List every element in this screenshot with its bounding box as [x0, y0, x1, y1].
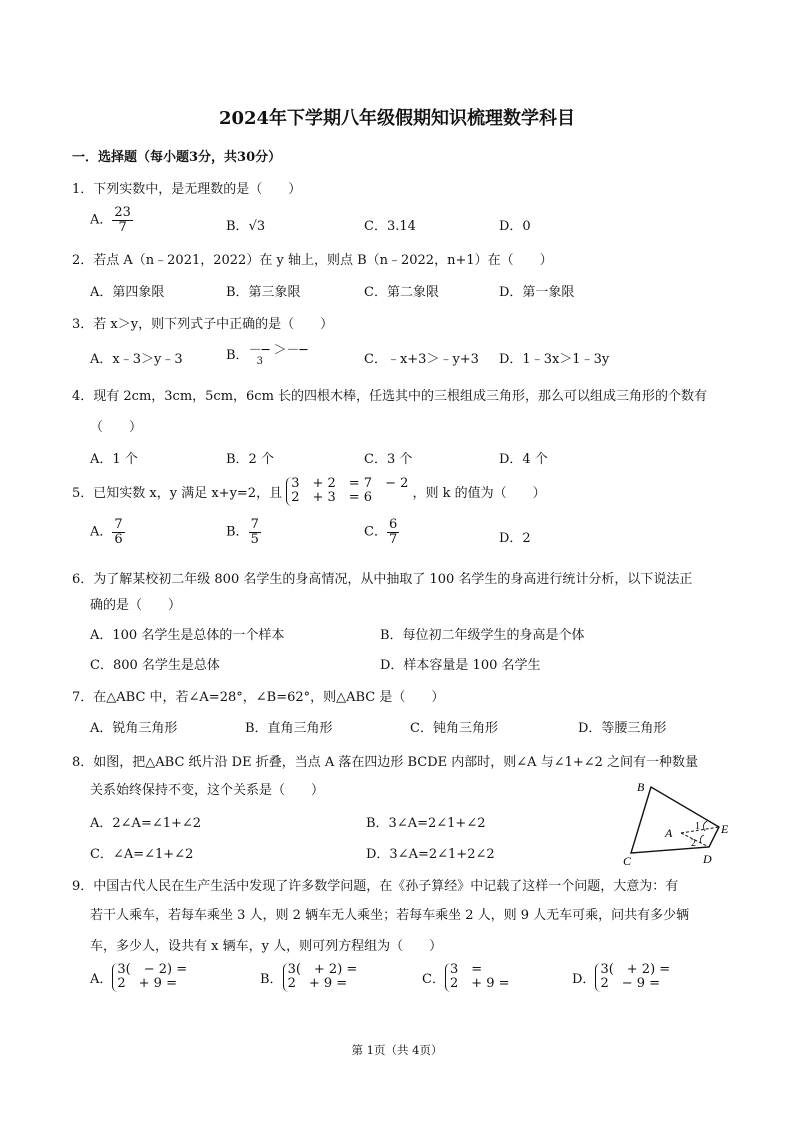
stem-text: ，则 k 的值为（ ） [412, 485, 546, 501]
question-6-stem-cont: 确的是（ ） [90, 598, 182, 613]
equation-line: 3( − 2) = [117, 962, 188, 977]
q1-option-b [226, 215, 265, 234]
denominator: 3 [256, 356, 263, 367]
q7-option-d: D．等腰三角形 [578, 721, 667, 736]
option-label: A． [90, 212, 113, 228]
question-8-stem: 8．如图，把△ABC 纸片沿 DE 折叠，当点 A 落在四边形 BCDE 内部时，则∠A 与∠1+∠2 之间有一种数量 [72, 755, 699, 770]
option-value: √3 [248, 219, 266, 234]
equation-system [283, 963, 358, 992]
q3-option-b [226, 344, 307, 367]
vertex-a-label: A [665, 826, 673, 840]
option-label: A． [90, 524, 113, 540]
page-footer: 第 1页（共 4页） [351, 1043, 443, 1057]
option-label: B． [226, 219, 249, 234]
question-6-stem: 6．为了解某校初二年级 800 名学生的身高情况，从中抽取了 100 名学生的身高进行统计分析，以下说法正 [72, 572, 693, 587]
q4-option-c: C．3 个 [364, 452, 413, 467]
equation-line: 2 + 9 = [449, 976, 510, 992]
q9-option-a [90, 963, 187, 992]
angle-2-arc [700, 835, 704, 843]
equation-system [286, 477, 408, 506]
q8-option-d: D．3∠A=2∠1+2∠2 [366, 847, 495, 862]
denominator: 7 [388, 531, 398, 547]
option-value: －─ ＞－─ [248, 343, 308, 358]
equation-line: 2 + 9 = [287, 976, 348, 992]
q6-option-a: A．100 名学生是总体的一个样本 [90, 628, 285, 643]
equation-system [595, 963, 670, 992]
q3-option-c: C．﹣x+3＞﹣y+3 [364, 352, 479, 367]
equation-system [112, 963, 187, 992]
q8-option-a: A．2∠A=∠1+∠2 [90, 816, 202, 831]
q2-option-b: B．第三象限 [226, 285, 301, 300]
equation-line: 3 + 2 = 7 − 2 [291, 476, 409, 491]
question-1-stem: 1．下列实数中，是无理数的是（ ） [72, 182, 302, 197]
angle-2-label: 2 [691, 838, 696, 849]
vertex-b-label: B [637, 780, 645, 794]
stem-text: 5．已知实数 x，y 满足 x+y=2，且 [72, 485, 283, 501]
question-4-stem: 4．现有 2cm，3cm，5cm，6cm 长的四根木棒，任选其中的三根组成三角形，那么可以组成三角形的个数有 [72, 389, 708, 404]
q2-option-c: C．第二象限 [364, 285, 439, 300]
option-label: C． [364, 524, 387, 540]
option-label: B． [226, 348, 249, 363]
q8-option-b: B．3∠A=2∠1+∠2 [366, 816, 486, 831]
numerator: 23 [114, 205, 131, 220]
q2-option-a: A．第四象限 [90, 285, 165, 300]
question-4-stem-cont: （ ） [90, 420, 143, 435]
option-label: A． [90, 971, 113, 987]
q4-option-b: B．2 个 [226, 452, 274, 467]
vertex-c-label: C [623, 854, 632, 868]
q9-option-c [422, 963, 510, 992]
question-8-stem-cont: 关系始终保持不变，这个关系是（ ） [90, 783, 325, 798]
question-7-stem: 7．在△ABC 中，若∠A=28°，∠B=62°，则△ABC 是（ ） [72, 690, 445, 705]
fold-line-ae [681, 827, 719, 833]
question-3-stem: 3．若 x＞y，则下列式子中正确的是（ ） [72, 317, 334, 332]
q3-option-d: D．1﹣3x＞1﹣3y [499, 352, 610, 367]
q5-option-a [90, 518, 125, 546]
vertex-e-label: E [721, 822, 729, 836]
equation-system [445, 963, 510, 992]
fraction [387, 518, 399, 546]
option-label: D． [572, 971, 596, 987]
q7-option-b: B．直角三角形 [245, 721, 333, 736]
numerator: 7 [250, 517, 259, 532]
question-2-stem: 2．若点 A（n﹣2021，2022）在 y 轴上，则点 B（n﹣2022，n+1）在（ ） [72, 253, 553, 268]
vertex-d-label: D [703, 852, 712, 866]
option-label: C． [422, 971, 445, 987]
option-label: B． [226, 524, 249, 540]
angle-1-arc [703, 821, 707, 831]
fraction [112, 206, 133, 234]
denominator: 6 [114, 531, 123, 547]
numerator: 6 [388, 517, 398, 532]
question-9-stem: 9．中国古代人民在生产生活中发现了许多数学问题，在《孙子算经》中记载了这样一个问题，大意为：有 [72, 879, 679, 894]
q7-option-a: A．锐角三角形 [90, 721, 178, 736]
equation-line: 3( + 2) = [600, 962, 671, 977]
angle-1-label: 1 [695, 821, 700, 832]
equation-line: 2 + 9 = [117, 976, 177, 992]
q5-option-b [226, 518, 261, 546]
question-9-stem-cont-2: 车，多少人，设共有 x 辆车，y 人，则可列方程组为（ ） [90, 939, 443, 954]
q9-option-b [260, 963, 357, 992]
q7-option-c: C．钝角三角形 [410, 721, 498, 736]
equation-line: 3( + 2) = [287, 962, 358, 977]
q1-option-d: D．0 [499, 219, 531, 234]
q8-option-c: C．∠A=∠1+∠2 [90, 847, 194, 862]
q3-option-a: A．x﹣3＞y﹣3 [90, 352, 183, 367]
q1-option-a [90, 206, 133, 234]
q4-option-a: A．1 个 [90, 452, 138, 467]
equation-line: 3 = [449, 962, 483, 977]
q9-option-d [572, 963, 670, 992]
question-9-stem-cont: 若干人乘车，若每车乘坐 3 人，则 2 辆车无人乘坐；若每车乘坐 2 人，则 9 人无车可乘，问共有多少辆 [90, 908, 690, 923]
section-heading: 一．选择题（每小题3分，共30分） [72, 150, 282, 165]
q2-option-d: D．第一象限 [499, 285, 575, 300]
question-5-stem [72, 477, 546, 506]
q5-option-c [364, 518, 399, 546]
q1-option-c: C．3.14 [364, 219, 416, 234]
page-title: 2024年下学期八年级假期知识梳理数学科目 [218, 108, 576, 129]
numerator: 7 [114, 517, 123, 532]
q4-option-d: D．4 个 [499, 452, 548, 467]
quadrilateral-bcde [631, 787, 719, 853]
fraction [112, 518, 124, 546]
q5-option-d: D．2 [499, 531, 531, 546]
fraction [249, 518, 261, 546]
folded-triangle-figure [615, 775, 740, 870]
denominator: 5 [250, 531, 259, 547]
equation-line: 2 − 9 = [600, 976, 661, 992]
equation-line: 2 + 3 = 6 [291, 490, 373, 506]
q6-option-b: B．每位初二年级学生的身高是个体 [380, 628, 585, 643]
q6-option-c: C．800 名学生是总体 [90, 658, 220, 673]
q6-option-d: D．样本容量是 100 名学生 [380, 658, 541, 673]
option-label: B． [260, 971, 283, 987]
denominator: 7 [118, 219, 127, 235]
